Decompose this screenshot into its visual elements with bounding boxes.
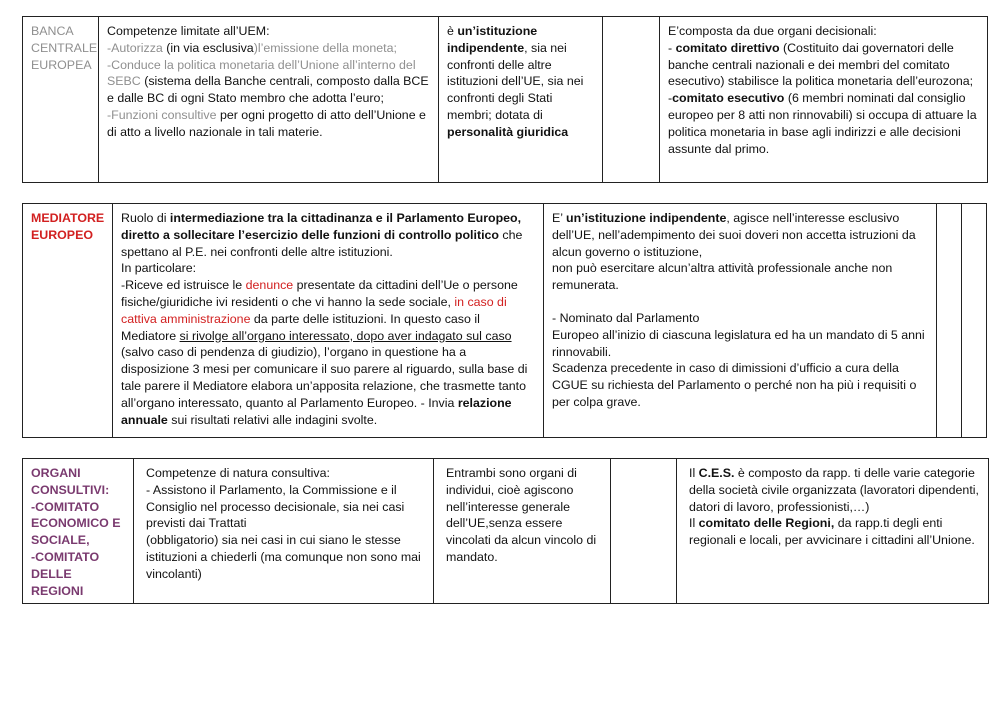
mediatore-title-line-2: EUROPEO xyxy=(31,227,93,242)
organi-title-line-6: -COMITATO xyxy=(31,549,100,564)
bce-conduce xyxy=(107,57,430,107)
bce-row xyxy=(23,17,988,183)
bce-ese-c: (6 membri nominati dal consiglio europeo per 8 atti non rinnovabili) si occupa di attuare la politica monetaria in base agli indirizzi e alle decisioni assunte dal primo. xyxy=(668,91,977,156)
mediatore-row xyxy=(23,204,987,438)
bce-aut-b: (in via esclusiva xyxy=(162,40,254,55)
med-n-p3: , agisce nell’interesse esclusivo dell’UE, nell’adempimento dei suoi doveri non accetta istruzioni da alcun governo o istituzione, xyxy=(552,211,916,259)
mediatore-empty-cell-2 xyxy=(962,204,987,438)
med-r-p3: che spettano al P.E. nei confronti delle altre istituzioni. xyxy=(121,227,523,259)
org-c-p1: Competenze di natura consultiva: xyxy=(146,466,330,480)
bce-dir-b: comitato direttivo xyxy=(675,40,780,55)
organi-title-line-1: ORGANI xyxy=(31,466,81,480)
organi-title-line-5: SOCIALE, xyxy=(31,533,90,548)
med-n-spacer xyxy=(552,294,928,310)
bce-funz-b: per ogni progetto di atto dell’Unione e di atto a livello nazionale in tali materie. xyxy=(107,107,426,139)
org-comp-p2: C.E.S. xyxy=(698,466,735,480)
organi-title-line-3: -COMITATO xyxy=(31,499,100,514)
med-n-p6: Europeo all’inizio di ciascuna legislatura ed ha un mandato di 5 anni rinnovabili. xyxy=(552,327,925,359)
mediatore-title-line-1: MEDIATORE xyxy=(31,211,105,225)
bce-dir-c: (Costituito dai governatori delle banche centrali nazionali e dei membri del comitato esecutivo) stabilisce la politica monetaria dell’eurozona; xyxy=(668,40,974,89)
bce-comp-direttivo xyxy=(668,40,979,90)
bce-title-line-1: BANCA xyxy=(31,24,74,38)
bce-competenze-intro: Competenze limitate all’UEM: xyxy=(107,24,270,38)
bce-ese-b: comitato esecutivo xyxy=(672,91,785,106)
med-r-p12: relazione annuale xyxy=(121,395,512,427)
bce-composizione-cell xyxy=(660,17,988,183)
med-n-p5: - Nominato dal Parlamento xyxy=(552,310,700,325)
organi-table xyxy=(22,458,989,604)
bce-nat-p3: , sia nei confronti delle altre istituzioni dell’UE, sia nei confronti degli Stati membri; dotata di xyxy=(447,40,584,122)
med-r-p9: da parte delle istituzioni. In questo caso il Mediatore xyxy=(121,311,480,343)
bce-nat-p1: è xyxy=(447,24,458,38)
bce-funzioni xyxy=(107,107,430,141)
organi-title-cell xyxy=(23,459,134,604)
mediatore-empty-cell-1 xyxy=(937,204,962,438)
mediatore-table xyxy=(22,203,987,438)
bce-comp-intro: E’composta da due organi decisionali: xyxy=(668,24,877,38)
bce-autorizza xyxy=(107,40,430,57)
med-r-p10: si rivolge all’organo interessato, dopo aver indagato sul caso xyxy=(179,328,512,343)
med-n-p7: Scadenza precedente in caso di dimissioni d’ufficio a cura della CGUE su richiesta del Parlamento o perché non ha più i requisiti o per colpa grave. xyxy=(552,361,917,409)
bce-nat-p2: un’istituzione indipendente xyxy=(447,24,538,55)
med-n-p4: non può esercitare alcun’altra attività professionale anche non remunerata. xyxy=(552,261,893,293)
med-r-p7: presentate da cittadini dell’Ue o persone fisiche/giuridiche ivi residenti o che vi hanno la sede sociale, xyxy=(121,278,518,309)
org-comp-p6: da rapp.ti degli enti regionali e locali, per avvicinare i cittadini all’Unione. xyxy=(689,516,975,548)
organi-row xyxy=(23,459,989,604)
org-natura-text: Entrambi sono organi di individui, cioè agiscono nell’interesse generale dell’UE,senza essere vincolati da alcun vincolo di mandato. xyxy=(446,466,597,564)
org-c-p3: (obbligatorio) sia nei casi in cui siano le stesse istituzioni a chiederli (ma comunque non sono mai vincolanti) xyxy=(146,533,421,581)
mediatore-ruolo-cell xyxy=(113,204,544,438)
bce-competenze-cell xyxy=(99,17,439,183)
med-n-p1: E’ xyxy=(552,211,566,225)
med-r-p1: Ruolo di xyxy=(121,211,170,225)
med-r-p2: intermediazione tra la cittadinanza e il Parlamento Europeo, diretto a sollecitare l’esercizio delle funzioni di controllo politico xyxy=(121,211,522,242)
org-c-p2: - Assistono il Parlamento, la Commissione e il Consiglio nel processo decisionale, sia nei casi previsti dai Trattati xyxy=(146,482,405,531)
med-r-p4: In particolare: xyxy=(121,261,197,276)
bce-natura-cell xyxy=(439,17,603,183)
organi-natura-cell xyxy=(434,459,611,604)
bce-comp-esecutivo xyxy=(668,90,979,157)
org-comp-p1: Il xyxy=(689,466,699,480)
bce-aut-c: )l’emissione della moneta; xyxy=(253,40,397,55)
org-comp-p5: comitato delle Regioni, xyxy=(698,516,835,531)
bce-ese-a: - xyxy=(668,91,673,106)
org-comp-p3: è composto da rapp. ti delle varie categorie della società civile organizzata (lavoratori dipendenti, datori di lavoro, professionisti,…) xyxy=(689,466,979,514)
organi-title-line-7: DELLE REGIONI xyxy=(31,566,84,598)
bce-aut-a: -Autorizza xyxy=(107,40,163,55)
organi-competenze-cell xyxy=(134,459,434,604)
organi-empty-cell xyxy=(611,459,677,604)
bce-empty-cell xyxy=(603,17,660,183)
org-comp-regioni xyxy=(689,515,980,549)
med-r-p6: denunce xyxy=(245,278,294,293)
mediatore-title-cell xyxy=(23,204,113,438)
bce-cond-b: (sistema della Banche centrali, composto dalla BCE e dalle BC di ogni Stato membro che adotta l’euro; xyxy=(107,74,429,106)
bce-title-cell xyxy=(23,17,99,183)
bce-title-line-3: EUROPEA xyxy=(31,57,92,72)
bce-title-line-2: CENTRALE xyxy=(31,40,98,55)
bce-dir-a: - xyxy=(668,40,676,55)
med-r-p13: sui risultati relativi alle indagini svolte. xyxy=(167,412,378,427)
bce-nat-p4: personalità giuridica xyxy=(447,124,569,139)
bce-table xyxy=(22,16,988,183)
organi-title-line-4: ECONOMICO E xyxy=(31,516,121,531)
med-r-p8: in caso di cattiva amministrazione xyxy=(121,294,507,326)
bce-cond-a: -Conduce la politica monetaria dell’Unione all’interno del SEBC xyxy=(107,57,416,89)
organi-composizione-cell xyxy=(677,459,989,604)
med-r-p11: (salvo caso di pendenza di giudizio), l’organo in questione ha a disposizione 3 mesi per comunicare il suo parere al riguardo, sulla base di tale parere il Mediatore elabora un’apposita relazione, che trasmette tanto all’organo interessato, quanto al Parlamento Europeo. - Invia xyxy=(121,345,528,410)
org-comp-ces xyxy=(689,465,980,515)
mediatore-natura-cell xyxy=(544,204,937,438)
organi-title-line-2: CONSULTIVI: xyxy=(31,482,110,497)
org-comp-p4: Il xyxy=(689,516,699,531)
med-n-p2: un’istituzione indipendente xyxy=(566,211,727,225)
bce-funz-a: -Funzioni consultive xyxy=(107,107,217,122)
med-r-p5: -Riceve ed istruisce le xyxy=(121,278,246,293)
